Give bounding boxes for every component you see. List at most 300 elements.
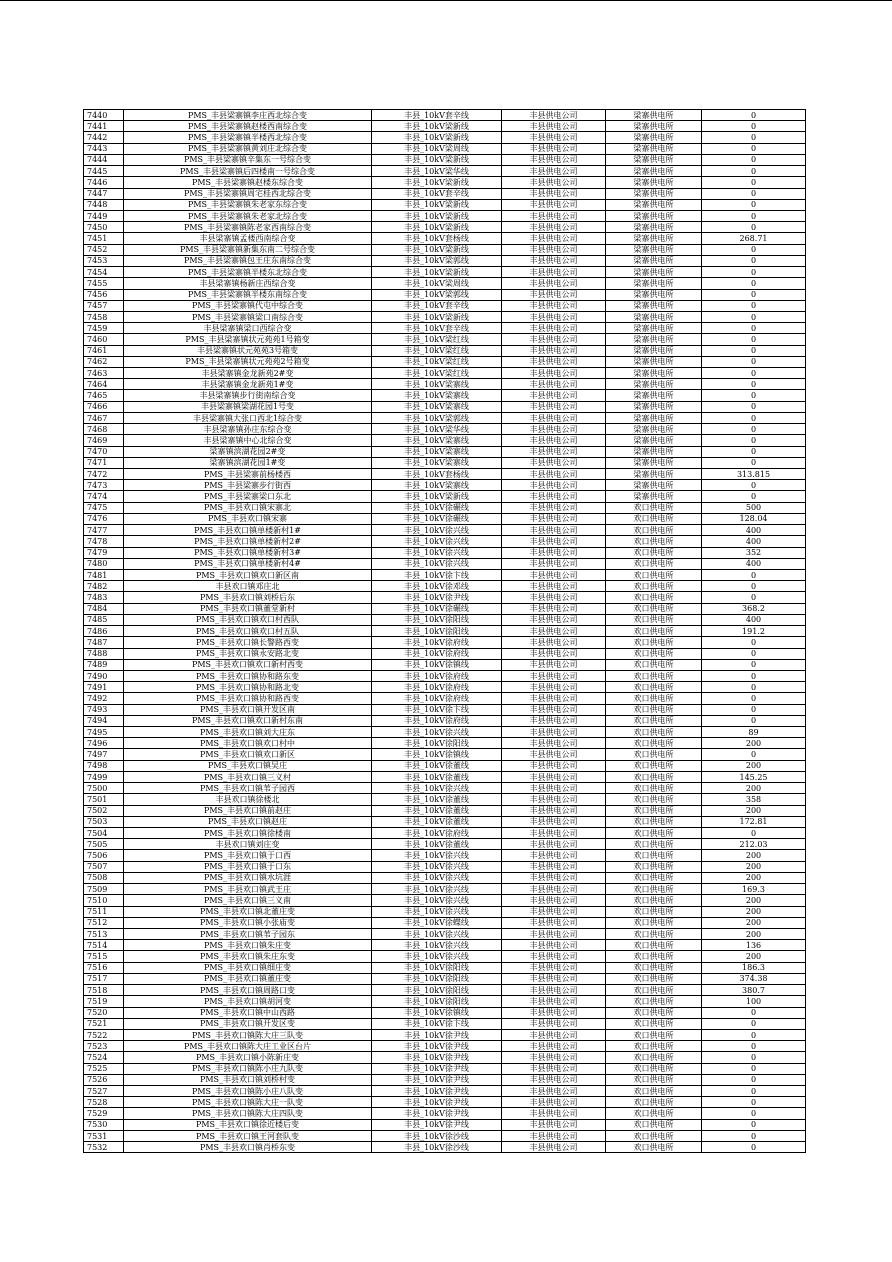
cell-value: 400 <box>702 536 806 547</box>
cell-value: 0 <box>702 121 806 132</box>
cell-transformer: PMS_丰县欢口镇三义南 <box>124 895 372 906</box>
cell-no: 7514 <box>84 940 124 951</box>
table-row <box>84 323 806 334</box>
table-row <box>84 895 806 906</box>
cell-no: 7509 <box>84 884 124 895</box>
cell-station: 欢口供电所 <box>606 513 702 524</box>
table-row <box>84 1063 806 1074</box>
cell-station: 梁寨供电所 <box>606 311 702 322</box>
cell-station: 梁寨供电所 <box>606 188 702 199</box>
cell-value: 200 <box>702 917 806 928</box>
cell-no: 7481 <box>84 569 124 580</box>
cell-line: 丰县_10kV徐董线 <box>372 760 502 771</box>
cell-company: 丰县供电公司 <box>502 166 606 177</box>
cell-value: 0 <box>702 244 806 255</box>
cell-company: 丰县供电公司 <box>502 1041 606 1052</box>
cell-no: 7528 <box>84 1097 124 1108</box>
cell-transformer: PMS_丰县欢口镇赵庄 <box>124 816 372 827</box>
cell-no: 7502 <box>84 805 124 816</box>
cell-no: 7507 <box>84 861 124 872</box>
cell-transformer: PMS_丰县梁寨梁口东北 <box>124 491 372 502</box>
cell-value: 0 <box>702 412 806 423</box>
cell-company: 丰县供电公司 <box>502 1007 606 1018</box>
cell-station: 梁寨供电所 <box>606 379 702 390</box>
cell-line: 丰县_10kV徐卞线 <box>372 704 502 715</box>
cell-company: 丰县供电公司 <box>502 233 606 244</box>
cell-no: 7510 <box>84 895 124 906</box>
cell-value: 0 <box>702 368 806 379</box>
cell-no: 7441 <box>84 121 124 132</box>
cell-company: 丰县供电公司 <box>502 940 606 951</box>
cell-company: 丰县供电公司 <box>502 906 606 917</box>
table-row <box>84 513 806 524</box>
cell-no: 7470 <box>84 446 124 457</box>
cell-station: 欢口供电所 <box>606 1052 702 1063</box>
cell-station: 梁寨供电所 <box>606 424 702 435</box>
cell-transformer: PMS_丰县欢口镇陈小庄八队变 <box>124 1086 372 1097</box>
cell-line: 丰县_10kV徐兴线 <box>372 727 502 738</box>
cell-no: 7503 <box>84 816 124 827</box>
cell-transformer: PMS_丰县欢口镇朱庄变 <box>124 940 372 951</box>
cell-company: 丰县供电公司 <box>502 861 606 872</box>
cell-no: 7520 <box>84 1007 124 1018</box>
table-row <box>84 177 806 188</box>
cell-value: 200 <box>702 738 806 749</box>
table-row <box>84 210 806 221</box>
table-row <box>84 996 806 1007</box>
cell-value: 200 <box>702 850 806 861</box>
cell-value: 200 <box>702 928 806 939</box>
cell-transformer: PMS_丰县欢口镇开发区变 <box>124 1018 372 1029</box>
cell-no: 7455 <box>84 278 124 289</box>
cell-line: 丰县_10kV徐镇线 <box>372 1007 502 1018</box>
cell-station: 梁寨供电所 <box>606 199 702 210</box>
cell-value: 400 <box>702 614 806 625</box>
cell-no: 7530 <box>84 1119 124 1130</box>
cell-no: 7484 <box>84 603 124 614</box>
cell-station: 欢口供电所 <box>606 547 702 558</box>
cell-company: 丰县供电公司 <box>502 513 606 524</box>
cell-company: 丰县供电公司 <box>502 188 606 199</box>
cell-transformer: PMS_丰县欢口镇单楼新村3# <box>124 547 372 558</box>
cell-company: 丰县供电公司 <box>502 368 606 379</box>
cell-company: 丰县供电公司 <box>502 244 606 255</box>
cell-transformer: PMS_丰县欢口镇刘桥村变 <box>124 1074 372 1085</box>
cell-line: 丰县_10kV徐尹线 <box>372 1041 502 1052</box>
cell-value: 0 <box>702 749 806 760</box>
cell-value: 400 <box>702 558 806 569</box>
cell-line: 丰县_10kV徐兴线 <box>372 547 502 558</box>
cell-line: 丰县_10kV徐尹线 <box>372 1063 502 1074</box>
cell-transformer: PMS_丰县欢口镇吴庄 <box>124 760 372 771</box>
cell-no: 7487 <box>84 637 124 648</box>
cell-company: 丰县供电公司 <box>502 323 606 334</box>
table-row <box>84 1074 806 1085</box>
cell-no: 7469 <box>84 435 124 446</box>
table-row <box>84 502 806 513</box>
table-row <box>84 1029 806 1040</box>
cell-no: 7516 <box>84 962 124 973</box>
cell-company: 丰县供电公司 <box>502 1029 606 1040</box>
cell-company: 丰县供电公司 <box>502 435 606 446</box>
cell-station: 梁寨供电所 <box>606 334 702 345</box>
table-row <box>84 783 806 794</box>
cell-station: 欢口供电所 <box>606 536 702 547</box>
cell-transformer: PMS_丰县欢口镇肖桥东变 <box>124 1142 372 1153</box>
cell-no: 7494 <box>84 715 124 726</box>
cell-station: 梁寨供电所 <box>606 267 702 278</box>
table-row <box>84 951 806 962</box>
cell-transformer: PMS_丰县欢口镇陈大庄一队变 <box>124 1097 372 1108</box>
cell-no: 7447 <box>84 188 124 199</box>
cell-line: 丰县_10kV徐卞线 <box>372 569 502 580</box>
cell-transformer: PMS_丰县梁寨镇包王庄东南综合变 <box>124 255 372 266</box>
cell-company: 丰县供电公司 <box>502 177 606 188</box>
cell-value: 0 <box>702 132 806 143</box>
cell-value: 0 <box>702 435 806 446</box>
cell-transformer: PMS_丰县梁寨镇陈老家西南综合变 <box>124 222 372 233</box>
table-row <box>84 525 806 536</box>
cell-company: 丰县供电公司 <box>502 536 606 547</box>
cell-station: 欢口供电所 <box>606 917 702 928</box>
cell-station: 梁寨供电所 <box>606 356 702 367</box>
cell-no: 7519 <box>84 996 124 1007</box>
cell-no: 7517 <box>84 973 124 984</box>
cell-line: 丰县_10kV徐阳线 <box>372 738 502 749</box>
cell-line: 丰县_10kV徐府线 <box>372 828 502 839</box>
cell-line: 丰县_10kV徐尹线 <box>372 1108 502 1119</box>
table-row <box>84 1052 806 1063</box>
cell-line: 丰县_10kV梁寨线 <box>372 446 502 457</box>
table-row <box>84 401 806 412</box>
cell-value: 128.04 <box>702 513 806 524</box>
cell-station: 欢口供电所 <box>606 1086 702 1097</box>
cell-station: 欢口供电所 <box>606 569 702 580</box>
cell-station: 欢口供电所 <box>606 1130 702 1141</box>
table-row <box>84 828 806 839</box>
cell-line: 丰县_10kV徐兴线 <box>372 872 502 883</box>
cell-no: 7443 <box>84 143 124 154</box>
cell-station: 欢口供电所 <box>606 973 702 984</box>
cell-no: 7486 <box>84 626 124 637</box>
table-row <box>84 1018 806 1029</box>
cell-transformer: PMS_丰县欢口镇协和路东变 <box>124 670 372 681</box>
table-row <box>84 985 806 996</box>
cell-line: 丰县_10kV套辛线 <box>372 323 502 334</box>
cell-no: 7457 <box>84 300 124 311</box>
cell-company: 丰县供电公司 <box>502 289 606 300</box>
table-row <box>84 188 806 199</box>
cell-transformer: PMS_丰县欢口镇周路口变 <box>124 985 372 996</box>
cell-line: 丰县_10kV梁寨线 <box>372 379 502 390</box>
cell-company: 丰县供电公司 <box>502 558 606 569</box>
cell-transformer: 丰县梁寨镇金龙新苑1#变 <box>124 379 372 390</box>
cell-value: 0 <box>702 390 806 401</box>
cell-station: 欢口供电所 <box>606 1018 702 1029</box>
cell-transformer: PMS_丰县欢口镇于口西 <box>124 850 372 861</box>
cell-station: 欢口供电所 <box>606 760 702 771</box>
cell-station: 欢口供电所 <box>606 659 702 670</box>
cell-no: 7476 <box>84 513 124 524</box>
cell-company: 丰县供电公司 <box>502 199 606 210</box>
cell-company: 丰县供电公司 <box>502 704 606 715</box>
cell-transformer: 丰县梁寨镇状元苑苑3号箱变 <box>124 345 372 356</box>
cell-value: 0 <box>702 457 806 468</box>
table-row <box>84 199 806 210</box>
cell-line: 丰县_10kV徐蝶线 <box>372 917 502 928</box>
cell-transformer: PMS_丰县欢口镇单楼新村4# <box>124 558 372 569</box>
cell-transformer: PMS_丰县欢口镇刘桥后东 <box>124 592 372 603</box>
cell-transformer: 丰县欢口镇邓庄北 <box>124 581 372 592</box>
cell-line: 丰县_10kV徐兴线 <box>372 558 502 569</box>
cell-no: 7456 <box>84 289 124 300</box>
cell-transformer: 丰县梁寨镇大张口西北1综合变 <box>124 412 372 423</box>
table-row <box>84 637 806 648</box>
cell-value: 0 <box>702 592 806 603</box>
table-row <box>84 614 806 625</box>
cell-company: 丰县供电公司 <box>502 154 606 165</box>
cell-value: 358 <box>702 794 806 805</box>
cell-line: 丰县_10kV徐府线 <box>372 637 502 648</box>
cell-transformer: PMS_丰县欢口镇欢口新村西变 <box>124 659 372 670</box>
cell-station: 欢口供电所 <box>606 771 702 782</box>
cell-station: 梁寨供电所 <box>606 121 702 132</box>
cell-no: 7527 <box>84 1086 124 1097</box>
cell-company: 丰县供电公司 <box>502 794 606 805</box>
cell-station: 欢口供电所 <box>606 1142 702 1153</box>
cell-no: 7500 <box>84 783 124 794</box>
cell-transformer: PMS_丰县欢口镇协和路西变 <box>124 693 372 704</box>
cell-no: 7478 <box>84 536 124 547</box>
cell-value: 0 <box>702 1086 806 1097</box>
cell-station: 欢口供电所 <box>606 1108 702 1119</box>
cell-no: 7497 <box>84 749 124 760</box>
table-row <box>84 412 806 423</box>
cell-company: 丰县供电公司 <box>502 928 606 939</box>
cell-no: 7488 <box>84 648 124 659</box>
cell-no: 7446 <box>84 177 124 188</box>
cell-transformer: PMS_丰县梁寨镇代屯中综合变 <box>124 300 372 311</box>
cell-value: 368.2 <box>702 603 806 614</box>
cell-value: 200 <box>702 951 806 962</box>
cell-company: 丰县供电公司 <box>502 311 606 322</box>
cell-value: 89 <box>702 727 806 738</box>
cell-transformer: 丰县梁寨镇步行街南综合变 <box>124 390 372 401</box>
table-row <box>84 435 806 446</box>
cell-company: 丰县供电公司 <box>502 581 606 592</box>
cell-station: 梁寨供电所 <box>606 233 702 244</box>
table-row <box>84 715 806 726</box>
table-row <box>84 884 806 895</box>
cell-station: 欢口供电所 <box>606 895 702 906</box>
table-row <box>84 659 806 670</box>
cell-transformer: PMS_丰县欢口镇开发区南 <box>124 704 372 715</box>
cell-company: 丰县供电公司 <box>502 1108 606 1119</box>
cell-value: 100 <box>702 996 806 1007</box>
cell-company: 丰县供电公司 <box>502 715 606 726</box>
table-row <box>84 850 806 861</box>
cell-value: 0 <box>702 1041 806 1052</box>
cell-transformer: PMS_丰县梁寨镇朱老家北综合变 <box>124 210 372 221</box>
table-row <box>84 446 806 457</box>
cell-line: 丰县_10kV梁新线 <box>372 154 502 165</box>
cell-company: 丰县供电公司 <box>502 300 606 311</box>
cell-value: 0 <box>702 480 806 491</box>
table-row <box>84 682 806 693</box>
cell-value: 0 <box>702 682 806 693</box>
cell-transformer: PMS_丰县欢口镇欢口村西队 <box>124 614 372 625</box>
cell-line: 丰县_10kV徐府线 <box>372 715 502 726</box>
cell-line: 丰县_10kV徐府线 <box>372 693 502 704</box>
cell-no: 7523 <box>84 1041 124 1052</box>
cell-line: 丰县_10kV梁新线 <box>372 244 502 255</box>
cell-line: 丰县_10kV徐阳线 <box>372 973 502 984</box>
cell-company: 丰县供电公司 <box>502 525 606 536</box>
cell-value: 0 <box>702 828 806 839</box>
cell-line: 丰县_10kV徐府线 <box>372 682 502 693</box>
cell-no: 7474 <box>84 491 124 502</box>
cell-line: 丰县_10kV徐尹线 <box>372 1119 502 1130</box>
cell-value: 0 <box>702 1074 806 1085</box>
table-row <box>84 906 806 917</box>
cell-transformer: PMS_丰县梁寨镇半楼西北综合变 <box>124 132 372 143</box>
cell-transformer: 丰县梁寨镇孟楼西南综合变 <box>124 233 372 244</box>
cell-company: 丰县供电公司 <box>502 1063 606 1074</box>
cell-no: 7463 <box>84 368 124 379</box>
cell-company: 丰县供电公司 <box>502 626 606 637</box>
table-row <box>84 771 806 782</box>
table-row <box>84 861 806 872</box>
table-row <box>84 738 806 749</box>
cell-station: 梁寨供电所 <box>606 469 702 480</box>
cell-station: 欢口供电所 <box>606 637 702 648</box>
cell-station: 欢口供电所 <box>606 940 702 951</box>
cell-no: 7506 <box>84 850 124 861</box>
cell-transformer: PMS_丰县梁寨镇状元苑苑1号箱变 <box>124 334 372 345</box>
cell-no: 7524 <box>84 1052 124 1063</box>
cell-transformer: PMS_丰县欢口镇于口东 <box>124 861 372 872</box>
cell-company: 丰县供电公司 <box>502 771 606 782</box>
cell-no: 7504 <box>84 828 124 839</box>
cell-line: 丰县_10kV徐尹线 <box>372 1029 502 1040</box>
cell-value: 200 <box>702 906 806 917</box>
cell-transformer: PMS_丰县欢口镇长警路西变 <box>124 637 372 648</box>
cell-no: 7518 <box>84 985 124 996</box>
cell-line: 丰县_10kV梁红线 <box>372 356 502 367</box>
table-row <box>84 379 806 390</box>
table-row <box>84 244 806 255</box>
cell-value: 0 <box>702 581 806 592</box>
cell-no: 7529 <box>84 1108 124 1119</box>
table-row <box>84 255 806 266</box>
table-row <box>84 300 806 311</box>
table-row <box>84 289 806 300</box>
cell-company: 丰县供电公司 <box>502 738 606 749</box>
cell-value: 0 <box>702 143 806 154</box>
cell-no: 7448 <box>84 199 124 210</box>
cell-no: 7499 <box>84 771 124 782</box>
cell-value: 212.03 <box>702 839 806 850</box>
cell-no: 7467 <box>84 412 124 423</box>
cell-no: 7531 <box>84 1130 124 1141</box>
cell-company: 丰县供电公司 <box>502 895 606 906</box>
cell-station: 欢口供电所 <box>606 502 702 513</box>
cell-transformer: PMS_丰县欢口镇徐近楼后变 <box>124 1119 372 1130</box>
cell-company: 丰县供电公司 <box>502 502 606 513</box>
cell-value: 0 <box>702 300 806 311</box>
cell-value: 0 <box>702 210 806 221</box>
cell-line: 丰县_10kV徐尹线 <box>372 1097 502 1108</box>
cell-no: 7512 <box>84 917 124 928</box>
cell-station: 欢口供电所 <box>606 850 702 861</box>
cell-station: 欢口供电所 <box>606 805 702 816</box>
table-row <box>84 962 806 973</box>
cell-no: 7490 <box>84 670 124 681</box>
cell-station: 欢口供电所 <box>606 525 702 536</box>
cell-line: 丰县_10kV徐碾线 <box>372 513 502 524</box>
cell-line: 丰县_10kV梁寨线 <box>372 401 502 412</box>
table-row <box>84 626 806 637</box>
cell-transformer: 梁寨镇滨湖花园1#变 <box>124 457 372 468</box>
cell-company: 丰县供电公司 <box>502 143 606 154</box>
cell-company: 丰县供电公司 <box>502 693 606 704</box>
cell-company: 丰县供电公司 <box>502 401 606 412</box>
cell-no: 7454 <box>84 267 124 278</box>
cell-line: 丰县_10kV徐兴线 <box>372 861 502 872</box>
cell-transformer: PMS_丰县欢口镇宋寨 <box>124 513 372 524</box>
cell-no: 7515 <box>84 951 124 962</box>
cell-company: 丰县供电公司 <box>502 985 606 996</box>
table-row <box>84 1041 806 1052</box>
table-row <box>84 872 806 883</box>
cell-line: 丰县_10kV梁新线 <box>372 121 502 132</box>
cell-line: 丰县_10kV套辛线 <box>372 188 502 199</box>
cell-line: 丰县_10kV梁新线 <box>372 311 502 322</box>
cell-no: 7452 <box>84 244 124 255</box>
cell-no: 7525 <box>84 1063 124 1074</box>
cell-line: 丰县_10kV梁寨线 <box>372 457 502 468</box>
cell-no: 7471 <box>84 457 124 468</box>
cell-company: 丰县供电公司 <box>502 648 606 659</box>
table-row <box>84 345 806 356</box>
cell-line: 丰县_10kV徐董线 <box>372 805 502 816</box>
cell-value: 0 <box>702 188 806 199</box>
cell-transformer: 丰县梁寨镇梁湖花园1号变 <box>124 401 372 412</box>
cell-transformer: PMS_丰县欢口镇欢口村中 <box>124 738 372 749</box>
table-row <box>84 267 806 278</box>
cell-transformer: PMS_丰县欢口镇协和路北变 <box>124 682 372 693</box>
cell-value: 0 <box>702 166 806 177</box>
cell-line: 丰县_10kV徐董线 <box>372 771 502 782</box>
cell-station: 欢口供电所 <box>606 749 702 760</box>
cell-line: 丰县_10kV徐董线 <box>372 794 502 805</box>
table-row <box>84 110 806 121</box>
cell-company: 丰县供电公司 <box>502 839 606 850</box>
cell-value: 0 <box>702 704 806 715</box>
cell-value: 0 <box>702 1097 806 1108</box>
cell-transformer: PMS_丰县欢口镇徐楼南 <box>124 828 372 839</box>
cell-company: 丰县供电公司 <box>502 659 606 670</box>
cell-line: 丰县_10kV梁新线 <box>372 267 502 278</box>
cell-line: 丰县_10kV徐董线 <box>372 816 502 827</box>
cell-line: 丰县_10kV徐沙线 <box>372 1130 502 1141</box>
cell-value: 0 <box>702 715 806 726</box>
cell-value: 186.3 <box>702 962 806 973</box>
cell-no: 7495 <box>84 727 124 738</box>
table-row <box>84 558 806 569</box>
cell-line: 丰县_10kV梁华线 <box>372 166 502 177</box>
cell-line: 丰县_10kV梁郭线 <box>372 255 502 266</box>
